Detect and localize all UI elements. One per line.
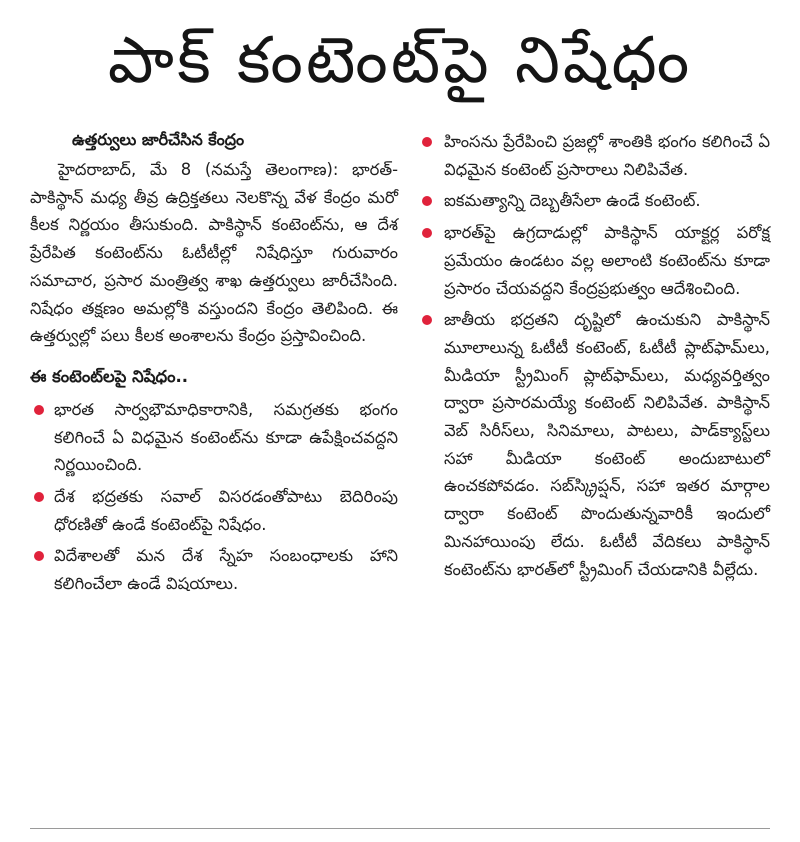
bullet-dot-icon xyxy=(422,196,432,206)
list-item xyxy=(30,396,398,479)
section-heading: ఈ కంటెంట్‌లపై నిషేధం.. xyxy=(30,366,189,386)
list-item xyxy=(418,128,770,183)
list-item xyxy=(418,187,770,215)
list-item-text: దేశ భద్రతకు సవాల్‌ విసరడంతోపాటు బెదిరింపు ధోరణితో ఉండే కంటెంట్‌పై నిషేధం. xyxy=(54,487,398,534)
bullet-dot-icon xyxy=(422,315,432,325)
list-item-text: హింసను ప్రేరేపించి ప్రజల్లో శాంతికి భంగం కలిగించే ఏ విధమైన కంటెంట్‌ ప్రసారాలు నిలిపివేత. xyxy=(444,132,770,179)
bullet-dot-icon xyxy=(422,137,432,147)
bullet-dot-icon xyxy=(34,492,44,502)
list-item xyxy=(418,219,770,302)
list-item xyxy=(30,483,398,538)
bottom-divider xyxy=(30,828,770,829)
list-item xyxy=(418,306,770,583)
list-item-text: భారత సార్వభౌమాధికారానికి, సమగ్రతకు భంగం కలిగించే ఏ విధమైన కంటెంట్‌ను కూడా ఉపేక్షించవద్దని నిర్ణయించింది. xyxy=(54,399,398,475)
list-item-text: భారత్‌పై ఉగ్రదాడుల్లో పాకిస్థాన్‌ యాక్టర్ల పరోక్ష ప్రమేయం ఉండటం వల్ల అలాంటి కంటెంట్‌ను కూడా ప్రసారం చేయవద్దని కేంద్రప్రభుత్వం ఆదేశించింది. xyxy=(444,223,770,298)
list-item-text: జాతీయ భద్రతని దృష్టిలో ఉంచుకుని పాకిస్థాన్‌ మూలాలున్న ఓటీటీ కంటెంట్‌, ఓటీటీ ప్లాట్‌ఫామ్‌లు, మీడియా స్ట్రీమింగ్‌ ప్లాట్‌ఫామ్‌లు, మధ్యవర్తిత్వం ద్వారా ప్రసారమయ్యే కంటెంట్‌ నిలిపివేత. పాకిస్థాన్‌ వెబ్‌ సిరీస్‌లు, సినిమాలు, పాటలు, పాడ్‌క్యాస్ట్‌లు సహా మీడియా కంటెంట్‌ అందుబాటులో ఉంచకపోవడం. సబ్‌స్క్రిప్షన్‌, సహా ఇతర మార్గాల ద్వారా కంటెంట్‌ పొందుతున్నవారికీ ఇందులో మినహాయింపు లేదు. ఓటీటీ వేదికలు పాకిస్థాన్‌ కంటెంట్‌ను భారత్‌లో స్ట్రీమింగ్‌ చేయడానికి వీల్లేదు. xyxy=(444,310,770,579)
right-bullet-list xyxy=(418,128,770,583)
bullet-dot-icon xyxy=(34,551,44,561)
list-item xyxy=(30,542,398,597)
bullet-dot-icon xyxy=(422,228,432,238)
left-column xyxy=(30,128,398,602)
headline: పాక్‌ కంటెంట్‌పై నిషేధం xyxy=(107,24,693,98)
subheadline: ఉత్తర్వులు జారీచేసిన కేంద్రం xyxy=(72,130,245,149)
left-bullet-list xyxy=(30,396,398,598)
list-item-text: విదేశాలతో మన దేశ స్నేహ సంబంధాలకు హాని కలిగించేలా ఉండే విషయాలు. xyxy=(54,546,398,594)
list-item-text: ఐకమత్యాన్ని దెబ్బతీసేలా ఉండే కంటెంట్‌. xyxy=(444,191,701,211)
intro-paragraph: హైదరాబాద్‌, మే 8 (నమస్తే తెలంగాణ): భారత్‌-పాకిస్థాన్‌ మధ్య తీవ్ర ఉద్రిక్తతలు నెలకొన్న వేళ కేంద్రం మరో కీలక నిర్ణయం తీసుకుంది. పాకిస్థాన్‌ కంటెంట్‌ను, ఆ దేశ ప్రేరేపిత కంటెంట్‌ను ఓటీటీల్లో నిషేధిస్తూ గురువారం సమాచార, ప్రసార మంత్రిత్వ శాఖ ఉత్తర్వులు జారీచేసింది. నిషేధం తక్షణం అమల్లోకి వస్తుందని కేంద్రం తెలిపింది. ఈ ఉత్తర్వుల్లో పలు కీలక అంశాలను కేంద్రం ప్రస్తావించింది. xyxy=(30,160,398,346)
bullet-dot-icon xyxy=(34,405,44,415)
right-column xyxy=(418,128,770,587)
